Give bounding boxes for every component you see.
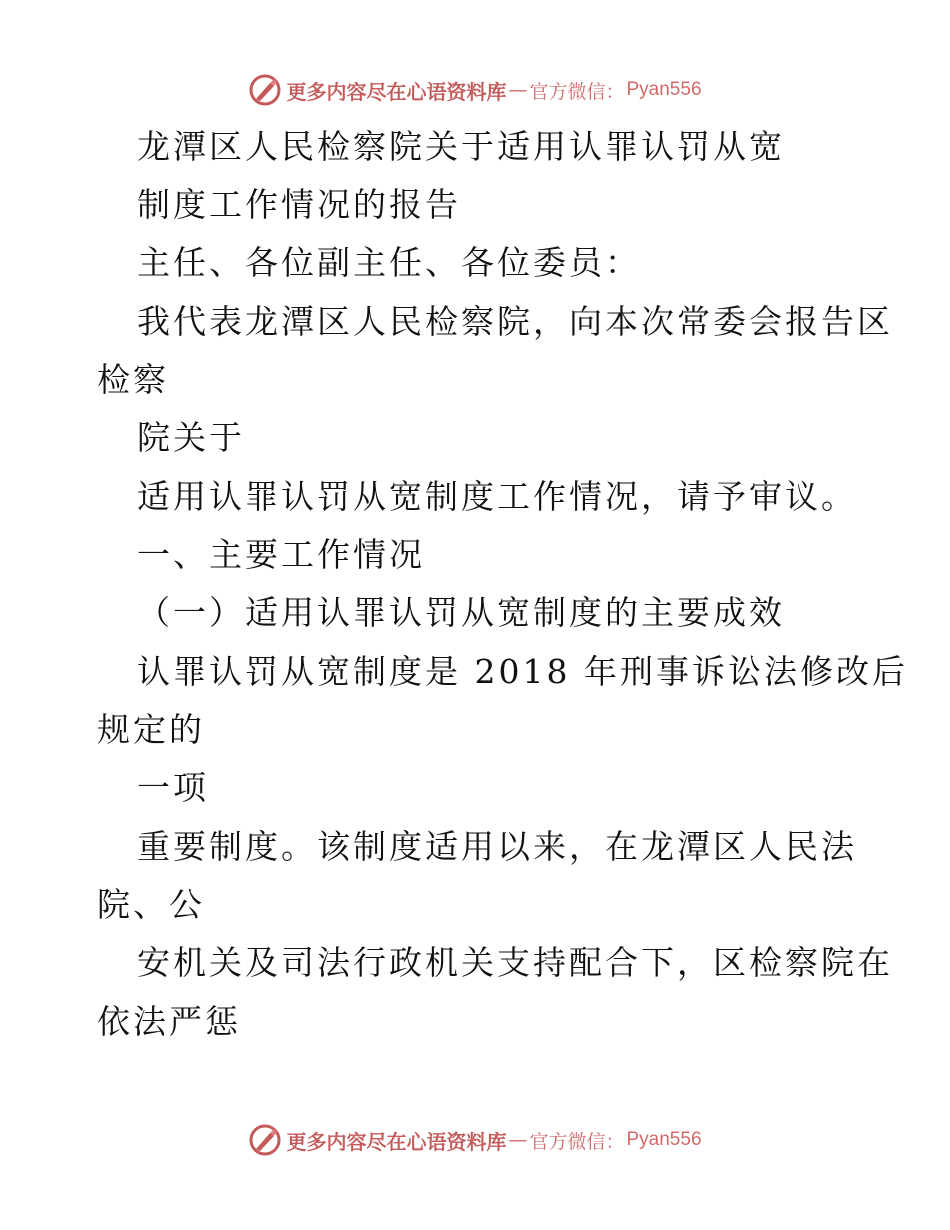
watermark-wechat-id: Pyan556 xyxy=(626,79,702,100)
footer-watermark xyxy=(0,1120,950,1160)
watermark-wechat-id: Pyan556 xyxy=(626,1129,702,1150)
paragraph-1-line-2: 检察 xyxy=(97,360,169,399)
paragraph-2-line-2: 规定的 xyxy=(97,710,205,749)
salutation: 主任、各位副主任、各位委员： xyxy=(137,243,641,282)
paragraph-2-line-4: 重要制度。该制度适用以来，在龙潭区人民法 xyxy=(137,827,857,866)
paragraph-2-line-3: 一项 xyxy=(137,768,209,807)
watermark-main-text: 更多内容尽在心语资料库 xyxy=(286,79,507,104)
watermark-main-text: 更多内容尽在心语资料库 xyxy=(286,1129,507,1154)
watermark-dash: — xyxy=(508,79,528,101)
paragraph-1-line-3: 院关于 xyxy=(137,418,245,457)
paragraph-1-line-1: 我代表龙潭区人民检察院，向本次常委会报告区 xyxy=(137,302,893,341)
document-title-line-2: 制度工作情况的报告 xyxy=(137,185,461,224)
pen-logo-icon xyxy=(248,1123,282,1157)
paragraph-1-line-4: 适用认罪认罚从宽制度工作情况，请予审议。 xyxy=(137,477,857,516)
watermark-dash: — xyxy=(508,1129,528,1151)
watermark-sub-text: 官方微信： xyxy=(529,1130,625,1153)
subsection-heading-1: （一）适用认罪认罚从宽制度的主要成效 xyxy=(137,593,785,632)
document-title-line-1: 龙潭区人民检察院关于适用认罪认罚从宽 xyxy=(137,127,785,166)
section-heading-1: 一、主要工作情况 xyxy=(137,535,425,574)
paragraph-2-line-5: 院、公 xyxy=(97,885,205,924)
paragraph-2-line-6: 安机关及司法行政机关支持配合下，区检察院在 xyxy=(137,943,893,982)
paragraph-2-line-7: 依法严惩 xyxy=(97,1002,241,1041)
pen-logo-icon xyxy=(248,73,282,107)
header-watermark xyxy=(0,70,950,110)
watermark-sub-text: 官方微信： xyxy=(529,80,625,103)
paragraph-2-line-1: 认罪认罚从宽制度是 2018 年刑事诉讼法修改后 xyxy=(137,652,908,691)
